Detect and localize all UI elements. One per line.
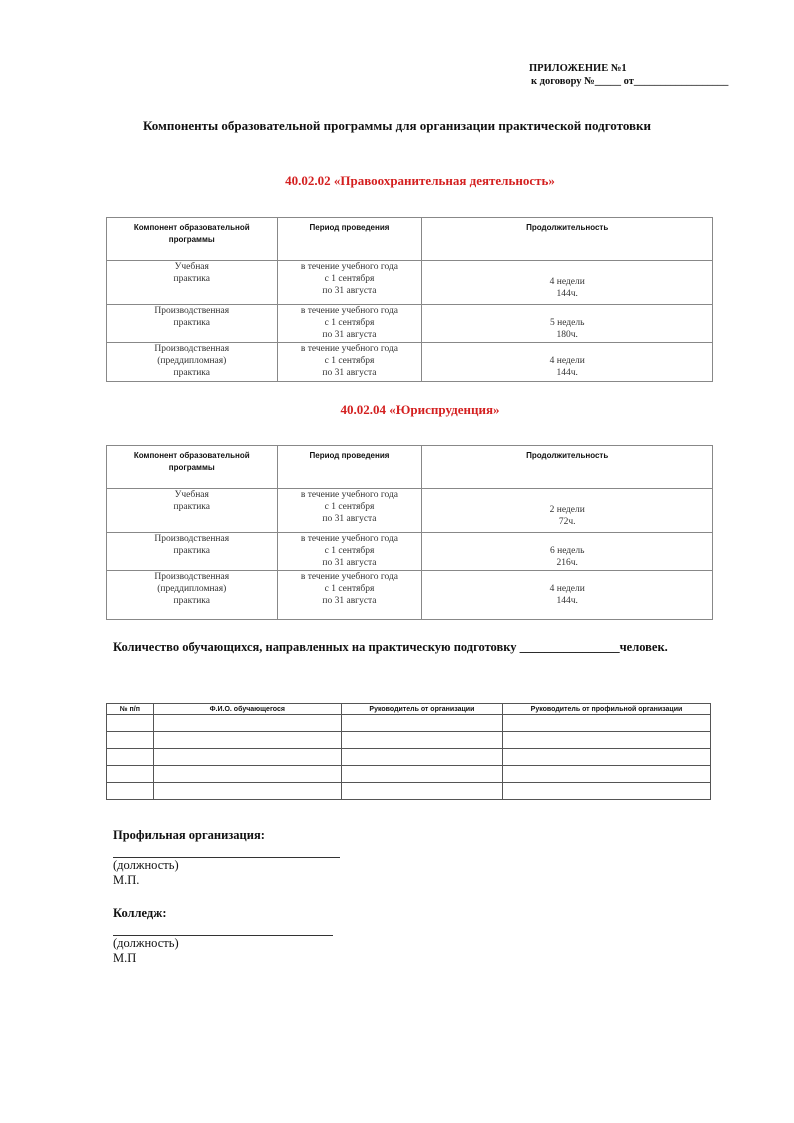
stamp-label: М.П.	[113, 873, 140, 887]
period-cell: в течение учебного года с 1 сентября по 31 августа	[277, 343, 422, 382]
cell-org-supervisor[interactable]	[341, 783, 502, 800]
cell-number[interactable]	[107, 783, 154, 800]
program-title-1: 40.02.02 «Правоохранительная деятельность»	[285, 173, 555, 188]
component-cell: Производственная (преддипломная) практика	[107, 343, 278, 382]
table-row	[107, 783, 711, 800]
component-cell: Учебная практика	[107, 489, 278, 533]
signature-line[interactable]	[113, 921, 333, 936]
table-header-row	[107, 446, 713, 489]
table-row	[107, 732, 711, 749]
header-duration: Продолжительность	[422, 218, 713, 261]
duration-cell: 4 недели 144ч.	[422, 343, 713, 382]
header-period: Период проведения	[277, 446, 422, 489]
table-row	[107, 305, 713, 343]
header-duration: Продолжительность	[422, 446, 713, 489]
header-student-name: Ф.И.О. обучающегося	[153, 704, 341, 715]
students-table	[106, 703, 711, 800]
period-cell: в течение учебного года с 1 сентября по 31 августа	[277, 533, 422, 571]
signature-label: Профильная организация:	[113, 828, 265, 842]
program-table-2	[106, 445, 713, 620]
cell-student-name[interactable]	[153, 732, 341, 749]
contract-line: к договору №_____ от__________________	[531, 76, 729, 87]
page-title: Компоненты образовательной программы для организации практической подготовки	[142, 118, 652, 133]
student-count-line: Количество обучающихся, направленных на практическую подготовку ________________человек.	[113, 640, 668, 654]
component-cell: Производственная практика	[107, 305, 278, 343]
period-cell: в течение учебного года с 1 сентября по 31 августа	[277, 489, 422, 533]
cell-number[interactable]	[107, 766, 154, 783]
duration-cell: 6 недель 216ч.	[422, 533, 713, 571]
header-org-supervisor: Руководитель от организации	[341, 704, 502, 715]
cell-student-name[interactable]	[153, 783, 341, 800]
component-cell: Производственная практика	[107, 533, 278, 571]
header-component: Компонент образовательной программы	[107, 218, 278, 261]
header-period: Период проведения	[277, 218, 422, 261]
cell-student-name[interactable]	[153, 715, 341, 732]
appendix-header	[529, 62, 728, 88]
table-row	[107, 715, 711, 732]
table-header-row	[107, 218, 713, 261]
cell-number[interactable]	[107, 715, 154, 732]
period-cell: в течение учебного года с 1 сентября по 31 августа	[277, 571, 422, 620]
duration-cell: 2 недели 72ч.	[422, 489, 713, 533]
program-title-2: 40.02.04 «Юриспруденция»	[340, 402, 500, 417]
cell-student-name[interactable]	[153, 749, 341, 766]
signature-block-organization	[113, 828, 340, 888]
signature-block-college	[113, 906, 333, 966]
table-row	[107, 571, 713, 620]
cell-student-name[interactable]	[153, 766, 341, 783]
component-cell: Учебная практика	[107, 261, 278, 305]
stamp-label: М.П	[113, 951, 137, 965]
table-row	[107, 533, 713, 571]
header-number: № п/п	[107, 704, 154, 715]
program-table-1	[106, 217, 713, 382]
duration-cell: 4 недели 144ч.	[422, 261, 713, 305]
table-row	[107, 749, 711, 766]
component-cell: Производственная (преддипломная) практика	[107, 571, 278, 620]
period-cell: в течение учебного года с 1 сентября по 31 августа	[277, 305, 422, 343]
cell-profile-org-supervisor[interactable]	[503, 715, 711, 732]
table-row	[107, 343, 713, 382]
cell-org-supervisor[interactable]	[341, 749, 502, 766]
cell-profile-org-supervisor[interactable]	[503, 732, 711, 749]
cell-org-supervisor[interactable]	[341, 715, 502, 732]
duration-cell: 5 недель 180ч.	[422, 305, 713, 343]
cell-number[interactable]	[107, 749, 154, 766]
position-label: (должность)	[113, 858, 179, 872]
header-component: Компонент образовательной программы	[107, 446, 278, 489]
table-header-row	[107, 704, 711, 715]
duration-cell: 4 недели 144ч.	[422, 571, 713, 620]
appendix-title: ПРИЛОЖЕНИЕ №1	[529, 63, 627, 74]
position-label: (должность)	[113, 936, 179, 950]
table-row	[107, 766, 711, 783]
header-profile-org-supervisor: Руководитель от профильной организации	[503, 704, 711, 715]
table-row	[107, 489, 713, 533]
cell-profile-org-supervisor[interactable]	[503, 783, 711, 800]
signature-line[interactable]	[113, 843, 340, 858]
cell-number[interactable]	[107, 732, 154, 749]
cell-profile-org-supervisor[interactable]	[503, 766, 711, 783]
cell-org-supervisor[interactable]	[341, 732, 502, 749]
cell-org-supervisor[interactable]	[341, 766, 502, 783]
signature-label: Колледж:	[113, 906, 167, 920]
period-cell: в течение учебного года с 1 сентября по 31 августа	[277, 261, 422, 305]
table-row	[107, 261, 713, 305]
cell-profile-org-supervisor[interactable]	[503, 749, 711, 766]
